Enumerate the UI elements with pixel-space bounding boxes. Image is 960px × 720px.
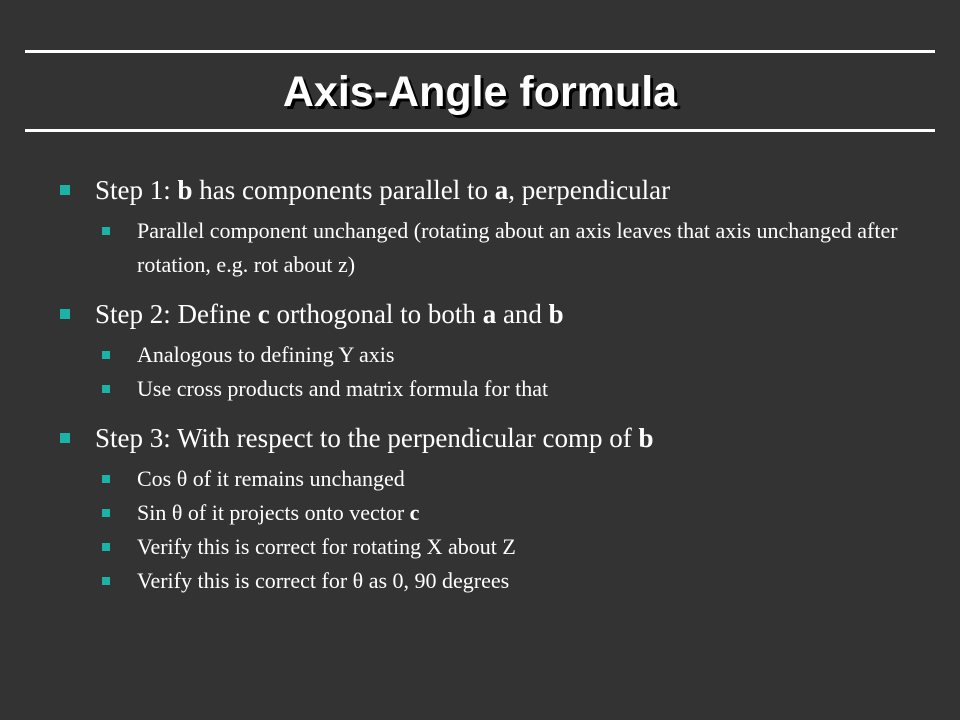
step-group: [60, 170, 940, 282]
bold-variable: c: [409, 500, 420, 525]
sub-bullet: [102, 338, 940, 372]
square-bullet-icon: [102, 227, 110, 235]
text-run: Parallel component unchanged (rotating about an axis leaves that axis unchanged after rotation, e.g. rot about z): [137, 218, 898, 277]
square-bullet-icon: [102, 351, 110, 359]
square-bullet-icon: [60, 433, 70, 443]
bullet-list: [60, 170, 940, 610]
sub-bullet: [102, 214, 940, 282]
text-run: Sin θ of it projects onto vector: [137, 500, 410, 525]
square-bullet-icon: [60, 185, 70, 195]
step-bullet: [60, 170, 940, 210]
text-run: has components parallel to: [192, 175, 495, 205]
bold-variable: b: [638, 423, 654, 453]
sub-bullet: [102, 496, 940, 530]
square-bullet-icon: [102, 509, 110, 517]
square-bullet-icon: [102, 475, 110, 483]
text-run: Analogous to defining Y axis: [137, 342, 395, 367]
title-rule-top: [25, 50, 935, 53]
text-run: Verify this is correct for θ as 0, 90 degrees: [137, 568, 510, 593]
bold-variable: c: [257, 299, 270, 329]
text-run: orthogonal to both: [269, 299, 483, 329]
text-run: Step 2: Define: [95, 299, 258, 329]
text-run: , perpendicular: [508, 175, 671, 205]
sub-bullet: [102, 372, 940, 406]
text-run: Step 3: With respect to the perpendicular comp of: [95, 423, 639, 453]
step-group: [60, 294, 940, 406]
title-rule-bottom: [25, 129, 935, 132]
sub-bullet: [102, 462, 940, 496]
square-bullet-icon: [102, 385, 110, 393]
bold-variable: b: [548, 299, 564, 329]
square-bullet-icon: [60, 309, 70, 319]
step-bullet: [60, 294, 940, 334]
square-bullet-icon: [102, 543, 110, 551]
text-run: Step 1:: [95, 175, 178, 205]
slide-title: Axis-Angle formula: [282, 68, 678, 116]
step-bullet: [60, 418, 940, 458]
bold-variable: a: [482, 299, 497, 329]
text-run: Use cross products and matrix formula for that: [137, 376, 549, 401]
text-run: Cos θ of it remains unchanged: [137, 466, 405, 491]
step-group: [60, 418, 940, 598]
sub-bullet: [102, 564, 940, 598]
square-bullet-icon: [102, 577, 110, 585]
text-run: Verify this is correct for rotating X about Z: [137, 534, 516, 559]
text-run: and: [496, 299, 549, 329]
sub-bullet: [102, 530, 940, 564]
bold-variable: a: [494, 175, 509, 205]
bold-variable: b: [177, 175, 193, 205]
